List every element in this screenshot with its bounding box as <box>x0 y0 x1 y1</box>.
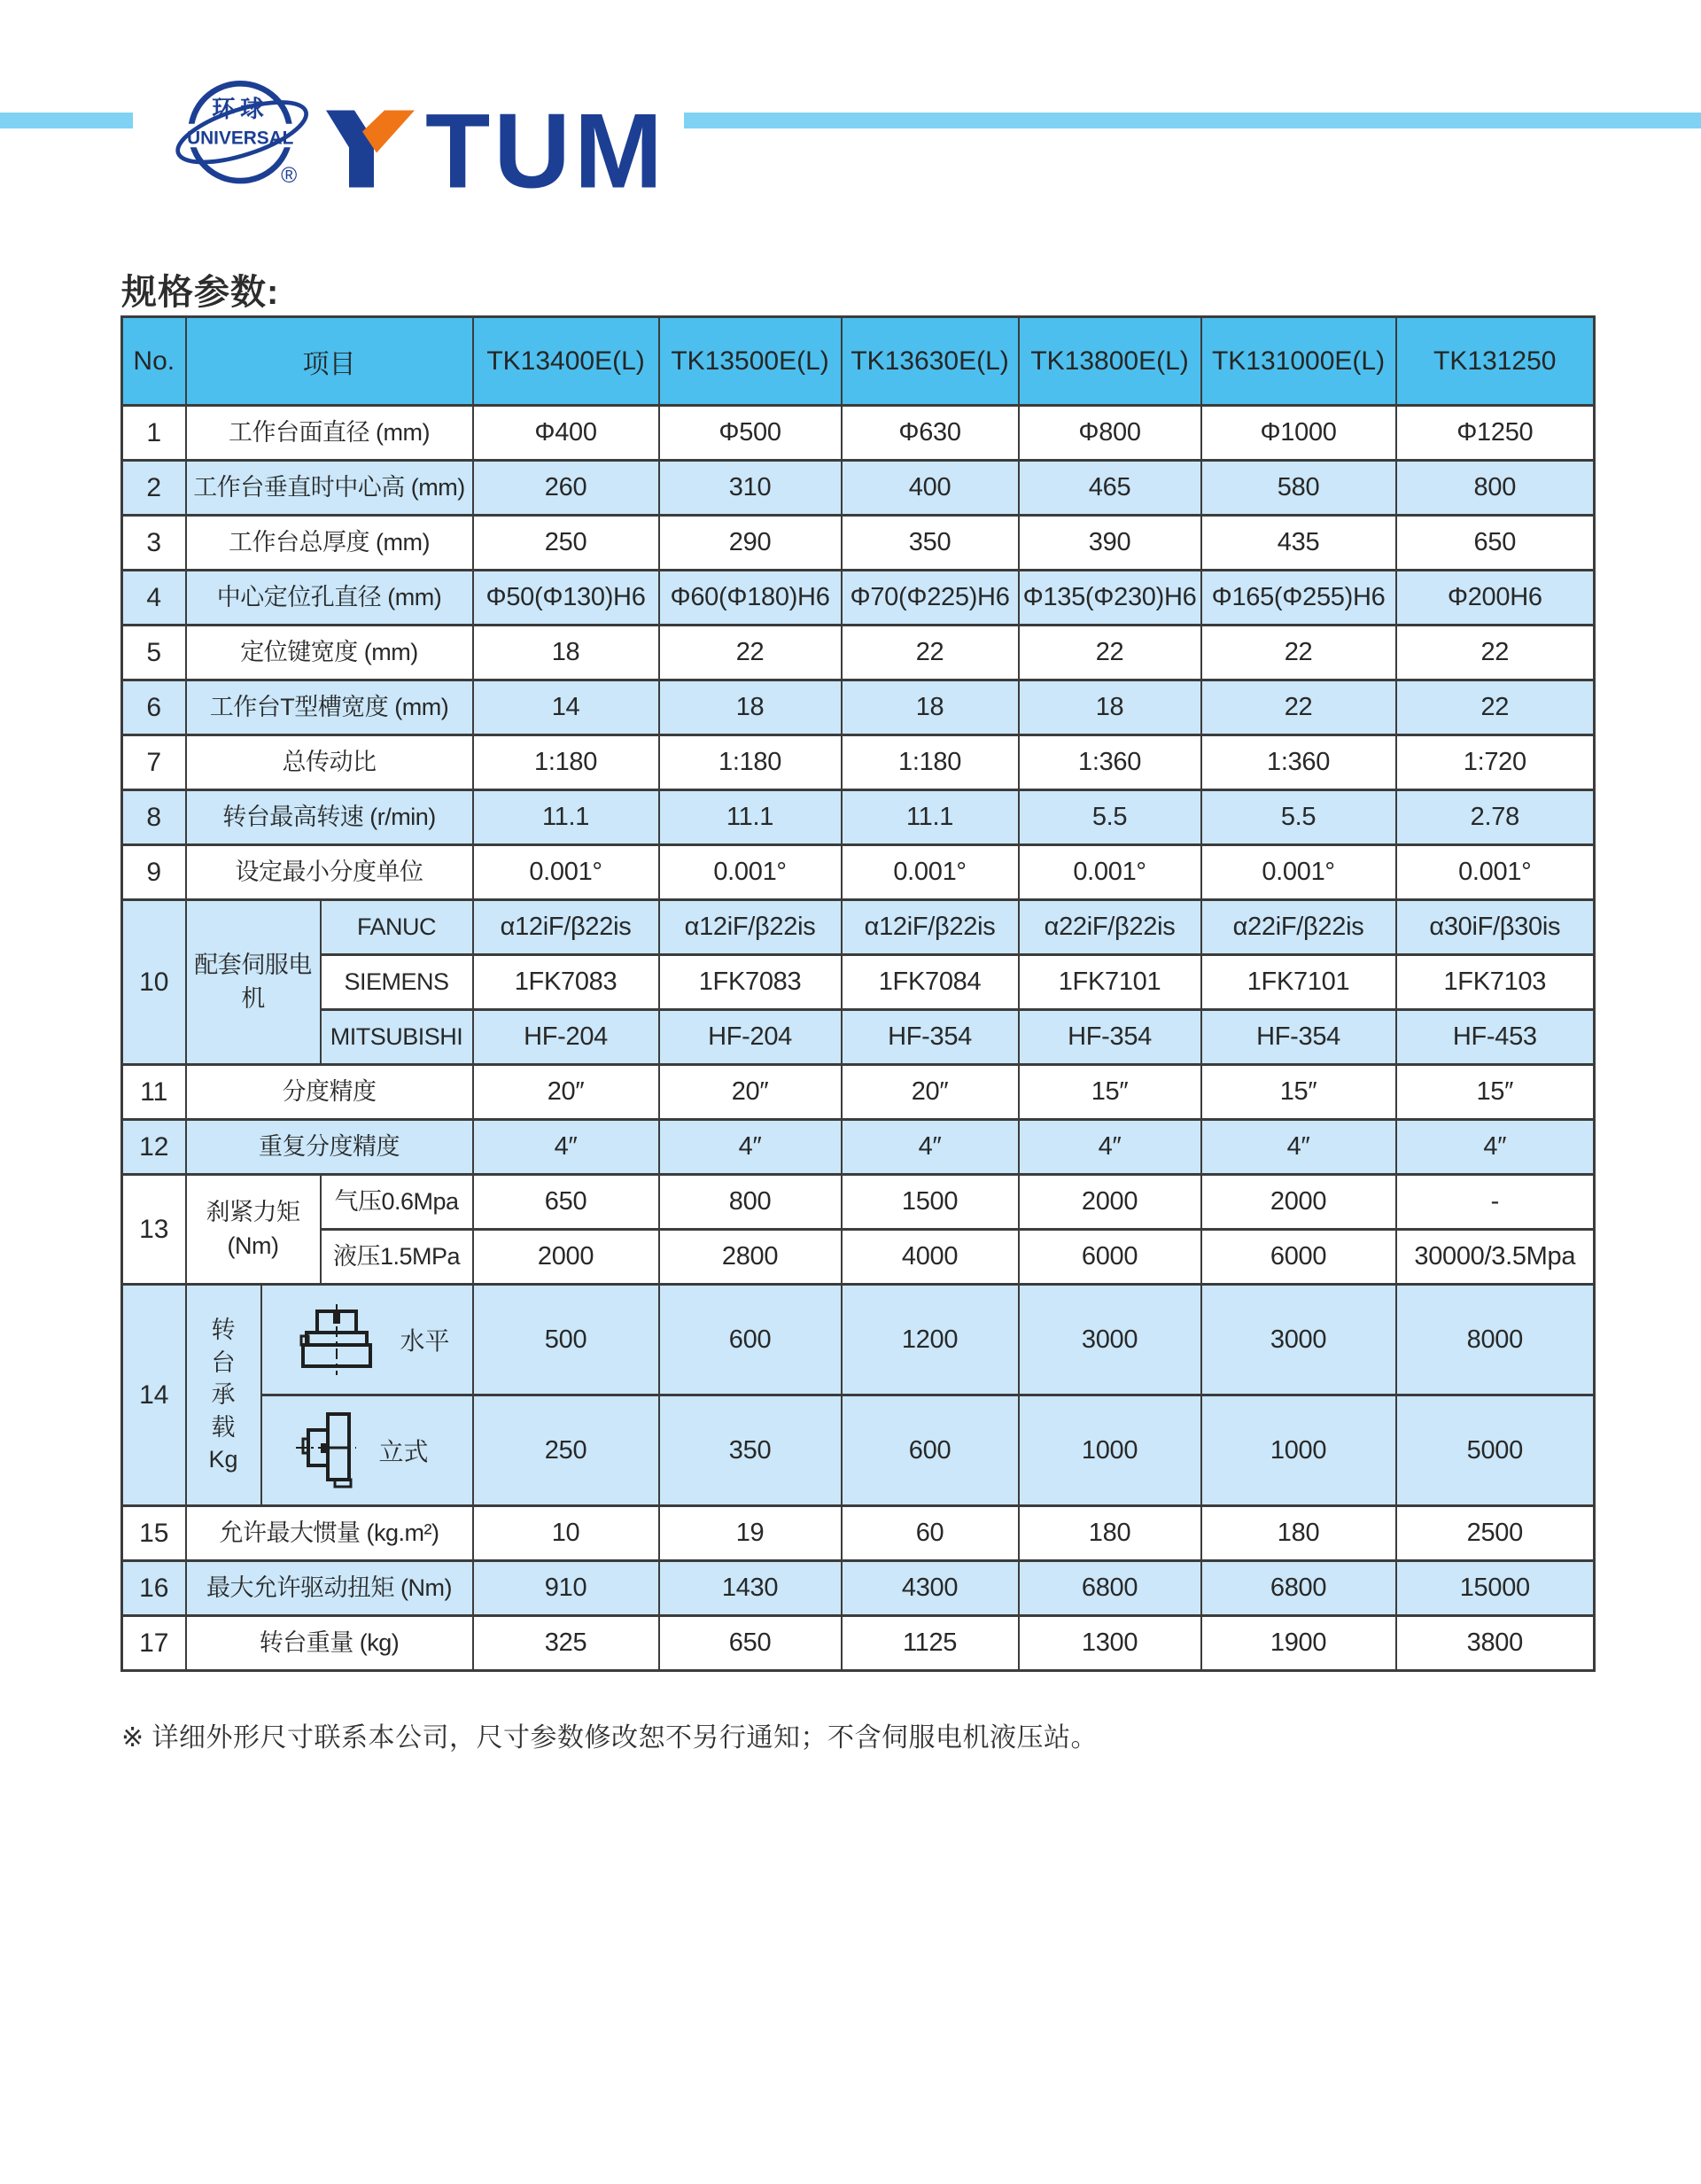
value-cell: Φ50(Φ130)H6 <box>473 571 659 626</box>
row-label: 转台最高转速 (r/min) <box>186 790 473 845</box>
row-number: 17 <box>122 1616 186 1671</box>
table-row <box>122 900 1595 955</box>
value-cell: 800 <box>1396 461 1595 516</box>
row-number: 9 <box>122 845 186 900</box>
value-cell: 22 <box>1201 626 1396 680</box>
value-cell: 22 <box>1396 680 1595 735</box>
value-cell: 22 <box>659 626 842 680</box>
value-cell: HF-354 <box>1019 1010 1201 1065</box>
value-cell: α12iF/β22is <box>473 900 659 955</box>
value-cell: 3800 <box>1396 1616 1595 1671</box>
value-cell: 4″ <box>842 1120 1019 1175</box>
value-cell: 4″ <box>1019 1120 1201 1175</box>
spec-table <box>120 315 1596 1672</box>
row-label: 设定最小分度单位 <box>186 845 473 900</box>
value-cell: 1900 <box>1201 1616 1396 1671</box>
table-row <box>122 735 1595 790</box>
table-row <box>122 680 1595 735</box>
value-cell: 15″ <box>1019 1065 1201 1120</box>
value-cell: 400 <box>842 461 1019 516</box>
value-cell: 22 <box>1396 626 1595 680</box>
value-cell: 1:720 <box>1396 735 1595 790</box>
logo-en-text: UNIVERSAL <box>187 128 294 149</box>
table-row <box>122 845 1595 900</box>
value-cell: 10 <box>473 1506 659 1561</box>
table-row <box>122 1506 1595 1561</box>
row-label: 配套伺服电机 <box>186 900 321 1065</box>
value-cell: 4″ <box>1396 1120 1595 1175</box>
row-number: 14 <box>122 1285 186 1506</box>
value-cell: 2000 <box>1201 1175 1396 1230</box>
footnote: ※ 详细外形尺寸联系本公司，尺寸参数修改恕不另行通知；不含伺服电机液压站。 <box>121 1723 1098 1753</box>
value-cell: 14 <box>473 680 659 735</box>
row-number: 6 <box>122 680 186 735</box>
value-cell: α12iF/β22is <box>659 900 842 955</box>
table-row <box>122 626 1595 680</box>
row-number: 15 <box>122 1506 186 1561</box>
table-header-row <box>122 317 1595 406</box>
value-cell: 2000 <box>473 1230 659 1285</box>
header-model-6: TK131250 <box>1396 317 1595 406</box>
table-row <box>122 1230 1595 1285</box>
logo-zh-text: 环球 <box>212 96 269 123</box>
decor-bar-right <box>684 113 1701 128</box>
value-cell: 6800 <box>1019 1561 1201 1616</box>
table-row <box>122 1065 1595 1120</box>
row-label: 最大允许驱动扭矩 (Nm) <box>186 1561 473 1616</box>
value-cell: 310 <box>659 461 842 516</box>
table-row <box>122 1395 1595 1506</box>
row-number: 4 <box>122 571 186 626</box>
value-cell: 18 <box>1019 680 1201 735</box>
value-cell: 6000 <box>1019 1230 1201 1285</box>
value-cell: 20″ <box>659 1065 842 1120</box>
row-number: 8 <box>122 790 186 845</box>
letters-tum: TUM <box>425 91 666 211</box>
value-cell: 2500 <box>1396 1506 1595 1561</box>
value-cell: Φ500 <box>659 406 842 461</box>
value-cell: α30iF/β30is <box>1396 900 1595 955</box>
value-cell: 1430 <box>659 1561 842 1616</box>
row-label: 总传动比 <box>186 735 473 790</box>
value-cell: 1FK7084 <box>842 955 1019 1010</box>
header-model-5: TK131000E(L) <box>1201 317 1396 406</box>
value-cell: HF-204 <box>473 1010 659 1065</box>
value-cell: Φ165(Φ255)H6 <box>1201 571 1396 626</box>
value-cell: 1:360 <box>1019 735 1201 790</box>
table-row <box>122 406 1595 461</box>
row-number: 3 <box>122 516 186 571</box>
table-row <box>122 516 1595 571</box>
value-cell: 350 <box>659 1395 842 1506</box>
value-cell: 18 <box>473 626 659 680</box>
value-cell: 500 <box>473 1285 659 1395</box>
row-label: 工作台总厚度 (mm) <box>186 516 473 571</box>
value-cell: 18 <box>842 680 1019 735</box>
value-cell: 0.001° <box>1201 845 1396 900</box>
value-cell: 22 <box>842 626 1019 680</box>
table-row <box>122 790 1595 845</box>
header-model-3: TK13630E(L) <box>842 317 1019 406</box>
row-label: 工作台垂直时中心高 (mm) <box>186 461 473 516</box>
value-cell: 350 <box>842 516 1019 571</box>
row-number: 2 <box>122 461 186 516</box>
value-cell: 1:180 <box>473 735 659 790</box>
condition-label-hydraulic: 液压1.5MPa <box>321 1230 473 1285</box>
value-cell: Φ800 <box>1019 406 1201 461</box>
row-label: 工作台面直径 (mm) <box>186 406 473 461</box>
value-cell: 3000 <box>1201 1285 1396 1395</box>
value-cell: 800 <box>659 1175 842 1230</box>
value-cell: 0.001° <box>473 845 659 900</box>
table-row <box>122 1561 1595 1616</box>
value-cell: 180 <box>1019 1506 1201 1561</box>
header-model-1: TK13400E(L) <box>473 317 659 406</box>
table-row <box>122 1285 1595 1395</box>
value-cell: Φ70(Φ225)H6 <box>842 571 1019 626</box>
value-cell: 4300 <box>842 1561 1019 1616</box>
value-cell: 2.78 <box>1396 790 1595 845</box>
value-cell: 0.001° <box>842 845 1019 900</box>
horizontal-rotary-table-icon <box>296 1304 377 1375</box>
value-cell: HF-204 <box>659 1010 842 1065</box>
table-row <box>122 461 1595 516</box>
value-cell: 20″ <box>473 1065 659 1120</box>
row-label: 重复分度精度 <box>186 1120 473 1175</box>
value-cell: HF-354 <box>842 1010 1019 1065</box>
value-cell: α22iF/β22is <box>1019 900 1201 955</box>
universal-globe-logo <box>182 76 307 195</box>
value-cell: 1000 <box>1201 1395 1396 1506</box>
value-cell: 260 <box>473 461 659 516</box>
letter-y-left <box>326 111 374 188</box>
value-cell: 11.1 <box>659 790 842 845</box>
value-cell: 600 <box>842 1395 1019 1506</box>
row-label: 定位键宽度 (mm) <box>186 626 473 680</box>
value-cell: HF-354 <box>1201 1010 1396 1065</box>
value-cell: 5000 <box>1396 1395 1595 1506</box>
value-cell: 19 <box>659 1506 842 1561</box>
value-cell: 600 <box>659 1285 842 1395</box>
value-cell: Φ135(Φ230)H6 <box>1019 571 1201 626</box>
row-number: 13 <box>122 1175 186 1285</box>
value-cell: 1000 <box>1019 1395 1201 1506</box>
value-cell: 2800 <box>659 1230 842 1285</box>
value-cell: 60 <box>842 1506 1019 1561</box>
header-model-4: TK13800E(L) <box>1019 317 1201 406</box>
brand-label-siemens: SIEMENS <box>321 955 473 1010</box>
value-cell: 1125 <box>842 1616 1019 1671</box>
header-model-2: TK13500E(L) <box>659 317 842 406</box>
value-cell: 1FK7101 <box>1201 955 1396 1010</box>
value-cell: 910 <box>473 1561 659 1616</box>
page-title: 规格参数: <box>121 273 280 312</box>
value-cell: 6800 <box>1201 1561 1396 1616</box>
row-label: 工作台T型槽宽度 (mm) <box>186 680 473 735</box>
header-no: No. <box>122 317 186 406</box>
value-cell: 0.001° <box>659 845 842 900</box>
value-cell: 4″ <box>473 1120 659 1175</box>
value-cell: Φ1250 <box>1396 406 1595 461</box>
value-cell: 1500 <box>842 1175 1019 1230</box>
value-cell: α22iF/β22is <box>1201 900 1396 955</box>
value-cell: 465 <box>1019 461 1201 516</box>
row-number: 5 <box>122 626 186 680</box>
value-cell: 1:180 <box>659 735 842 790</box>
value-cell: 15″ <box>1201 1065 1396 1120</box>
registered-mark: ® <box>281 164 298 189</box>
row-label: 转台重量 (kg) <box>186 1616 473 1671</box>
orientation-label-horizontal: 水平 <box>400 1327 450 1355</box>
value-cell: 22 <box>1201 680 1396 735</box>
brand-label-mitsubishi: MITSUBISHI <box>321 1010 473 1065</box>
value-cell: Φ200H6 <box>1396 571 1595 626</box>
value-cell: 390 <box>1019 516 1201 571</box>
condition-label-air: 气压0.6Mpa <box>321 1175 473 1230</box>
value-cell: 180 <box>1201 1506 1396 1561</box>
value-cell: Φ400 <box>473 406 659 461</box>
value-cell: 1FK7083 <box>659 955 842 1010</box>
ytum-wordmark <box>326 91 666 211</box>
value-cell: 1:180 <box>842 735 1019 790</box>
value-cell: 580 <box>1201 461 1396 516</box>
value-cell: 20″ <box>842 1065 1019 1120</box>
value-cell: 22 <box>1019 626 1201 680</box>
value-cell: 4″ <box>659 1120 842 1175</box>
orientation-label-vertical: 立式 <box>378 1438 429 1465</box>
value-cell: 6000 <box>1201 1230 1396 1285</box>
value-cell: 1300 <box>1019 1616 1201 1671</box>
orientation-cell <box>261 1395 473 1506</box>
value-cell: 1FK7083 <box>473 955 659 1010</box>
table-row <box>122 571 1595 626</box>
value-cell: 5.5 <box>1019 790 1201 845</box>
row-label: 中心定位孔直径 (mm) <box>186 571 473 626</box>
value-cell: 1:360 <box>1201 735 1396 790</box>
value-cell: 1FK7103 <box>1396 955 1595 1010</box>
vertical-rotary-table-icon <box>296 1407 356 1494</box>
value-cell: α12iF/β22is <box>842 900 1019 955</box>
row-number: 11 <box>122 1065 186 1120</box>
value-cell: 11.1 <box>842 790 1019 845</box>
value-cell: Φ630 <box>842 406 1019 461</box>
value-cell: 8000 <box>1396 1285 1595 1395</box>
value-cell: 30000/3.5Mpa <box>1396 1230 1595 1285</box>
value-cell: Φ60(Φ180)H6 <box>659 571 842 626</box>
value-cell: 2000 <box>1019 1175 1201 1230</box>
value-cell: 250 <box>473 1395 659 1506</box>
row-number: 1 <box>122 406 186 461</box>
value-cell: 0.001° <box>1019 845 1201 900</box>
row-label: 刹紧力矩 (Nm) <box>186 1175 321 1285</box>
table-row <box>122 955 1595 1010</box>
value-cell: 3000 <box>1019 1285 1201 1395</box>
value-cell: 18 <box>659 680 842 735</box>
value-cell: 15″ <box>1396 1065 1595 1120</box>
value-cell: 15000 <box>1396 1561 1595 1616</box>
value-cell: 11.1 <box>473 790 659 845</box>
value-cell: 435 <box>1201 516 1396 571</box>
brand-label-fanuc: FANUC <box>321 900 473 955</box>
value-cell: Φ1000 <box>1201 406 1396 461</box>
value-cell: 4000 <box>842 1230 1019 1285</box>
value-cell: HF-453 <box>1396 1010 1595 1065</box>
row-number: 16 <box>122 1561 186 1616</box>
value-cell: 650 <box>473 1175 659 1230</box>
orientation-cell <box>261 1285 473 1395</box>
row-number: 7 <box>122 735 186 790</box>
value-cell: 325 <box>473 1616 659 1671</box>
value-cell: 1FK7101 <box>1019 955 1201 1010</box>
value-cell: 1200 <box>842 1285 1019 1395</box>
row-number: 10 <box>122 900 186 1065</box>
value-cell: 650 <box>1396 516 1595 571</box>
row-label: 允许最大惯量 (kg.m²) <box>186 1506 473 1561</box>
row-label: 分度精度 <box>186 1065 473 1120</box>
value-cell: 290 <box>659 516 842 571</box>
decor-bar-left <box>0 113 133 128</box>
header-item: 项目 <box>186 317 473 406</box>
row-number: 12 <box>122 1120 186 1175</box>
value-cell: 4″ <box>1201 1120 1396 1175</box>
value-cell: - <box>1396 1175 1595 1230</box>
table-row <box>122 1010 1595 1065</box>
value-cell: 5.5 <box>1201 790 1396 845</box>
value-cell: 650 <box>659 1616 842 1671</box>
table-row <box>122 1616 1595 1671</box>
value-cell: 0.001° <box>1396 845 1595 900</box>
row-label-vertical: 转台承载Kg <box>186 1285 261 1506</box>
table-row <box>122 1120 1595 1175</box>
table-row <box>122 1175 1595 1230</box>
value-cell: 250 <box>473 516 659 571</box>
